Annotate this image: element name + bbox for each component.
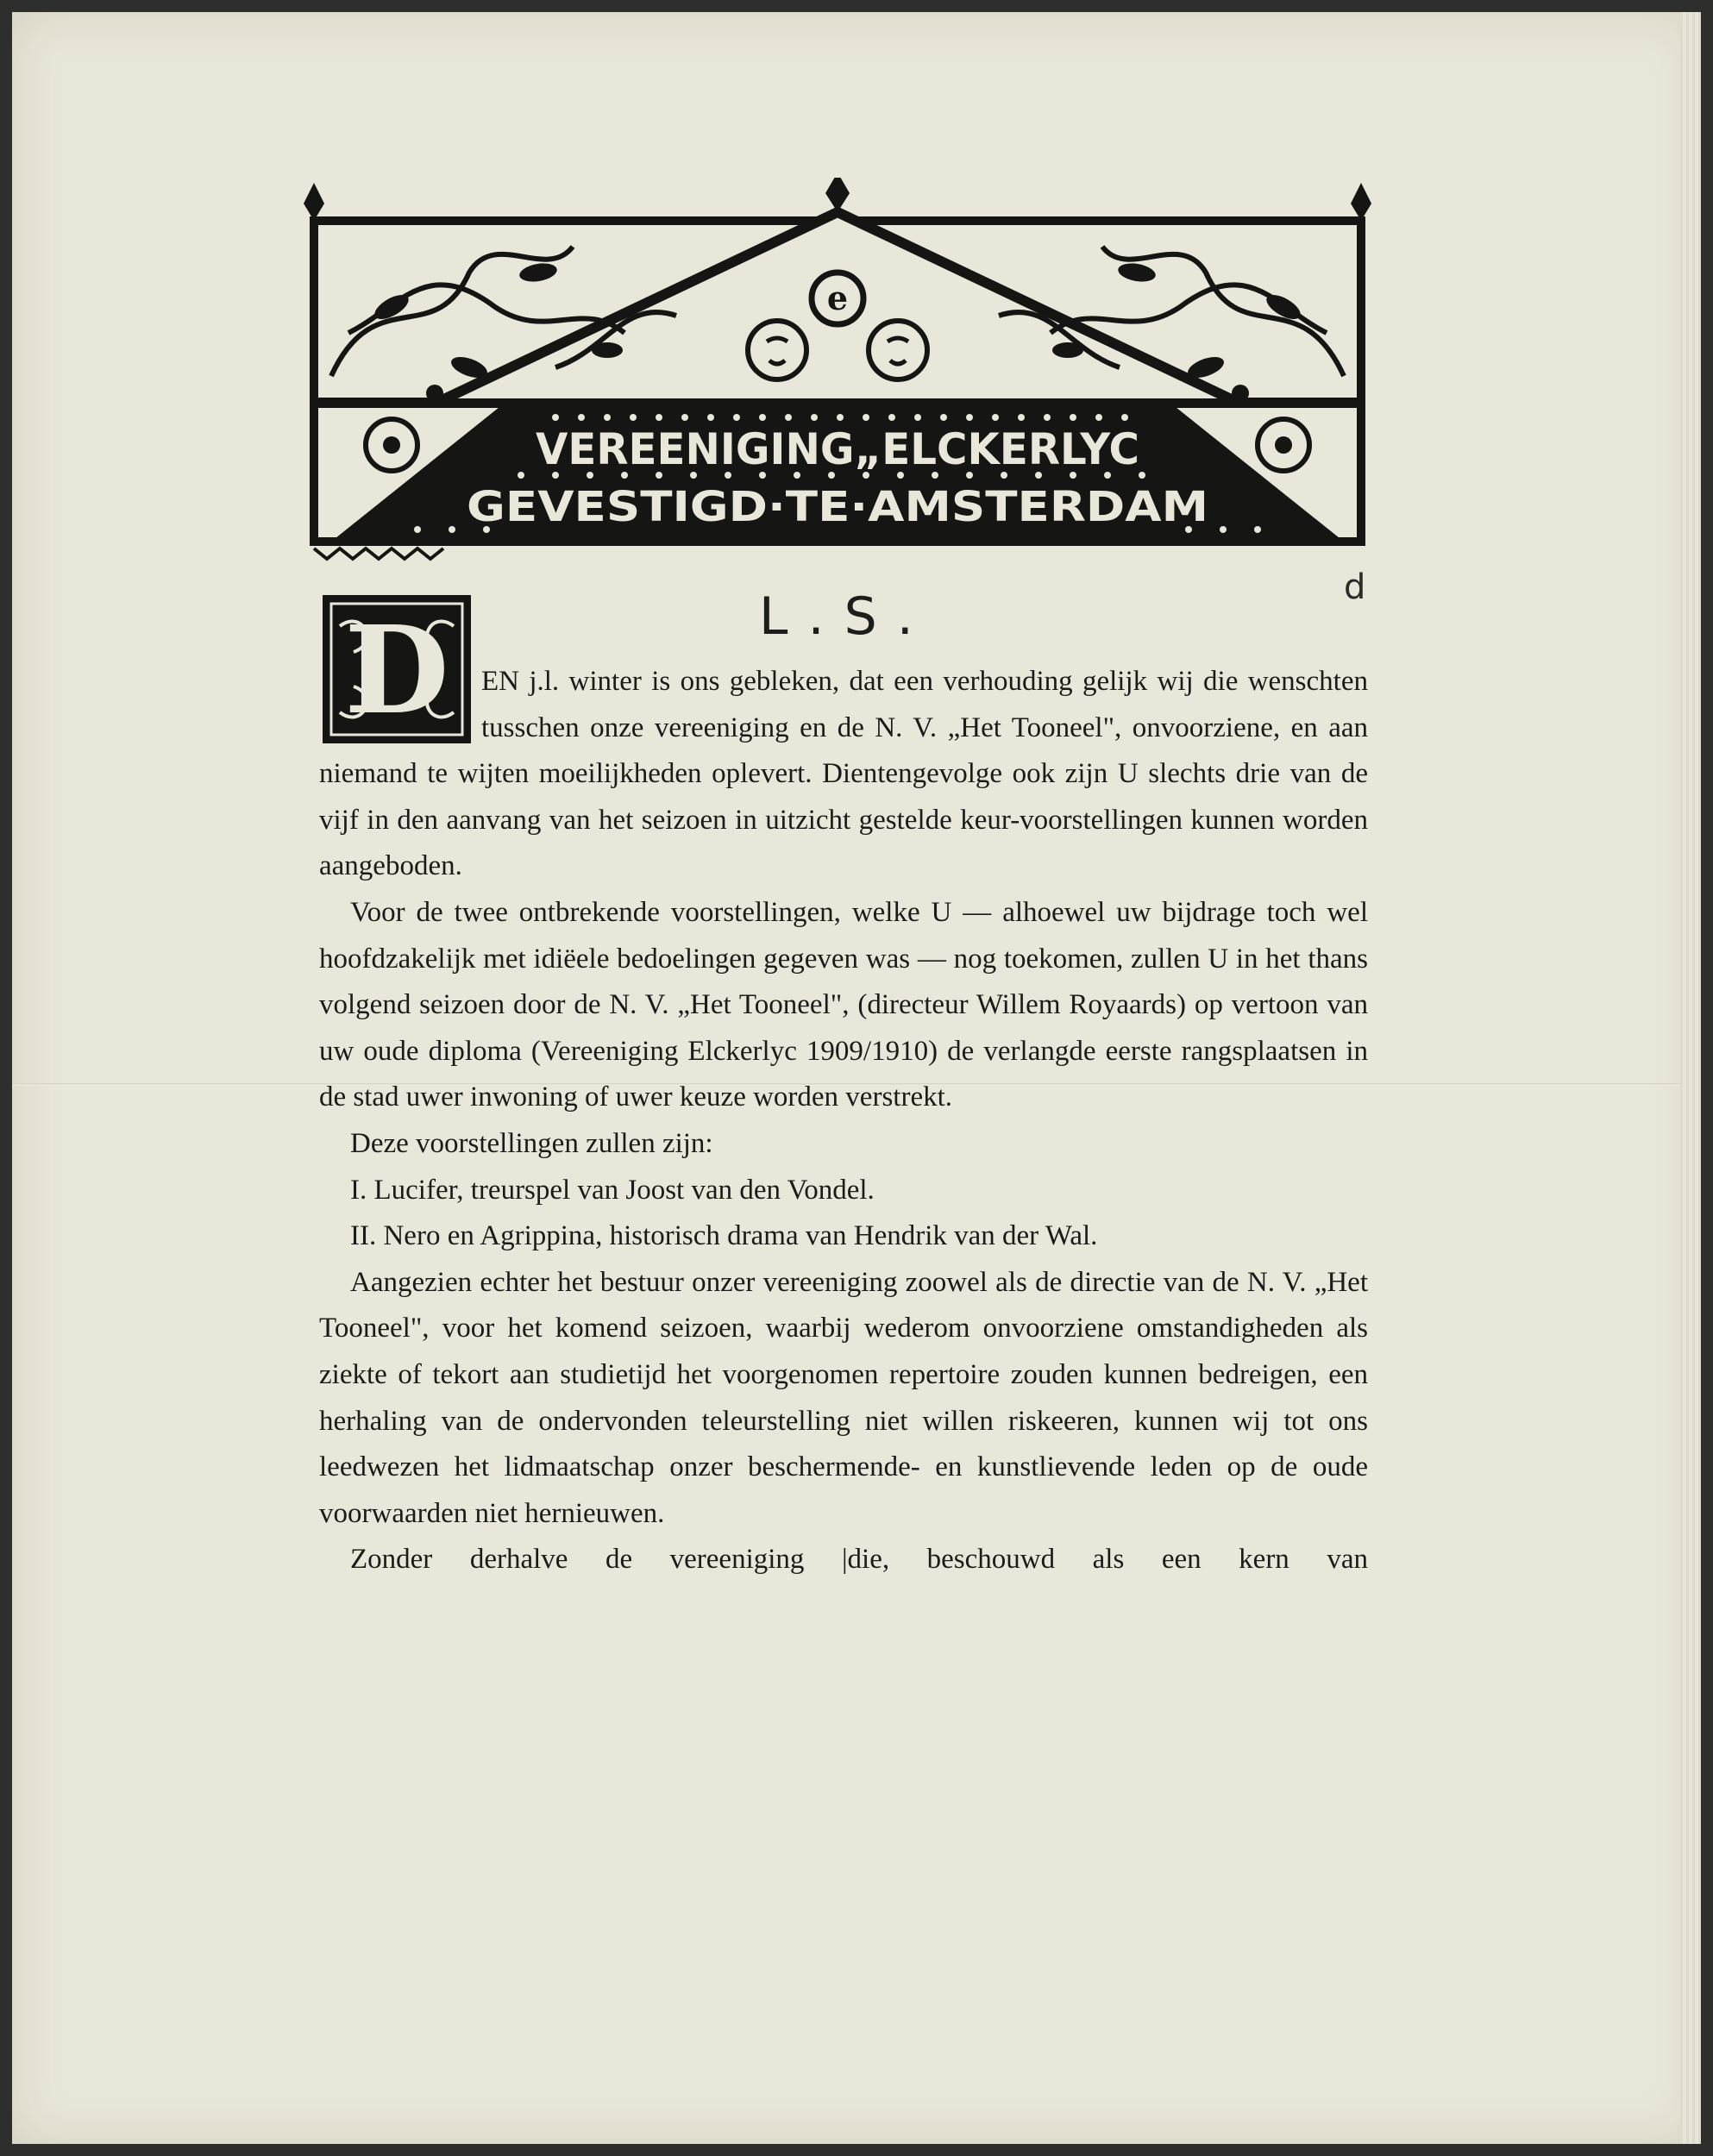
society-location: GEVESTIGD·TE·AMSTERDAM <box>467 483 1208 531</box>
letter-body <box>319 659 1368 1583</box>
paragraph-5: Zonder derhalve de vereeniging |die, beschouwd als een kern van <box>350 1544 1368 1576</box>
paragraph-text: EN j.l. winter is ons gebleken, dat een verhouding gelijk wij die wenschten tusschen onze vereeniging en de N. V. „Het Tooneel", onvoorziene, en aan niemand te wijten moeilijkheden oplevert. Dientengevolge ook zijn U slechts drie van de vijf in den aanvang van het seizoen in uitzicht gestelde keur-voorstellingen kunnen worden aangeboden. <box>319 666 1368 882</box>
drop-cap-spacer <box>319 659 481 745</box>
letterhead-ornament <box>297 178 1378 583</box>
paragraph-2: Voor de twee ontbrekende voorstellingen, welke U — alhoewel uw bijdrage toch wel hoofdzakelijk met idiëele bedoelingen gegeven was — nog toekomen, zullen U in het thans volgend seizoen door de N. V. „Het Tooneel", (directeur Willem Royaards) op vertoon van uw oude diploma (Vereeniging Elckerlyc 1909/1910) de verlangde eerste rangsplaatsen in de stad uwer inwoning of uwer keuze worden verstrekt. <box>319 896 1368 1113</box>
paragraph-1 <box>319 659 1368 890</box>
paragraph-3: Deze voorstellingen zullen zijn: <box>350 1127 713 1159</box>
zigzag-border <box>314 548 443 559</box>
salutation: L . S . <box>759 586 915 647</box>
letterhead-graphic <box>297 178 1378 583</box>
list-item: I. Lucifer, treurspel van Joost van den Vondel. <box>350 1174 875 1206</box>
paragraph-4: Aangezien echter het bestuur onzer vereeniging zoowel als de directie van de N. V. „Het Tooneel", voor het komend seizoen, waarbij wederom onvoorziene omstandigheden als ziekte of tekort aan studietijd het voorgenomen repertoire zouden kunnen bedreigen, een herhaling van de ondervonden teleurstelling niet willen riskeeren, kunnen wij tot ons leedwezen het lidmaatschap onzer beschermende- en kunstlievende leden op de oude voorwaarden niet hernieuwen. <box>319 1266 1368 1529</box>
paper-edge <box>1680 12 1701 2144</box>
monogram-icon <box>812 273 863 324</box>
svg-text:e: e <box>826 279 849 317</box>
stray-mark: d <box>1344 567 1366 607</box>
svg-text:D: D <box>344 600 449 742</box>
society-name: VEREENIGING„ELCKERLYC <box>536 424 1139 474</box>
list-item: II. Nero en Agrippina, historisch drama van Hendrik van der Wal. <box>350 1220 1098 1252</box>
